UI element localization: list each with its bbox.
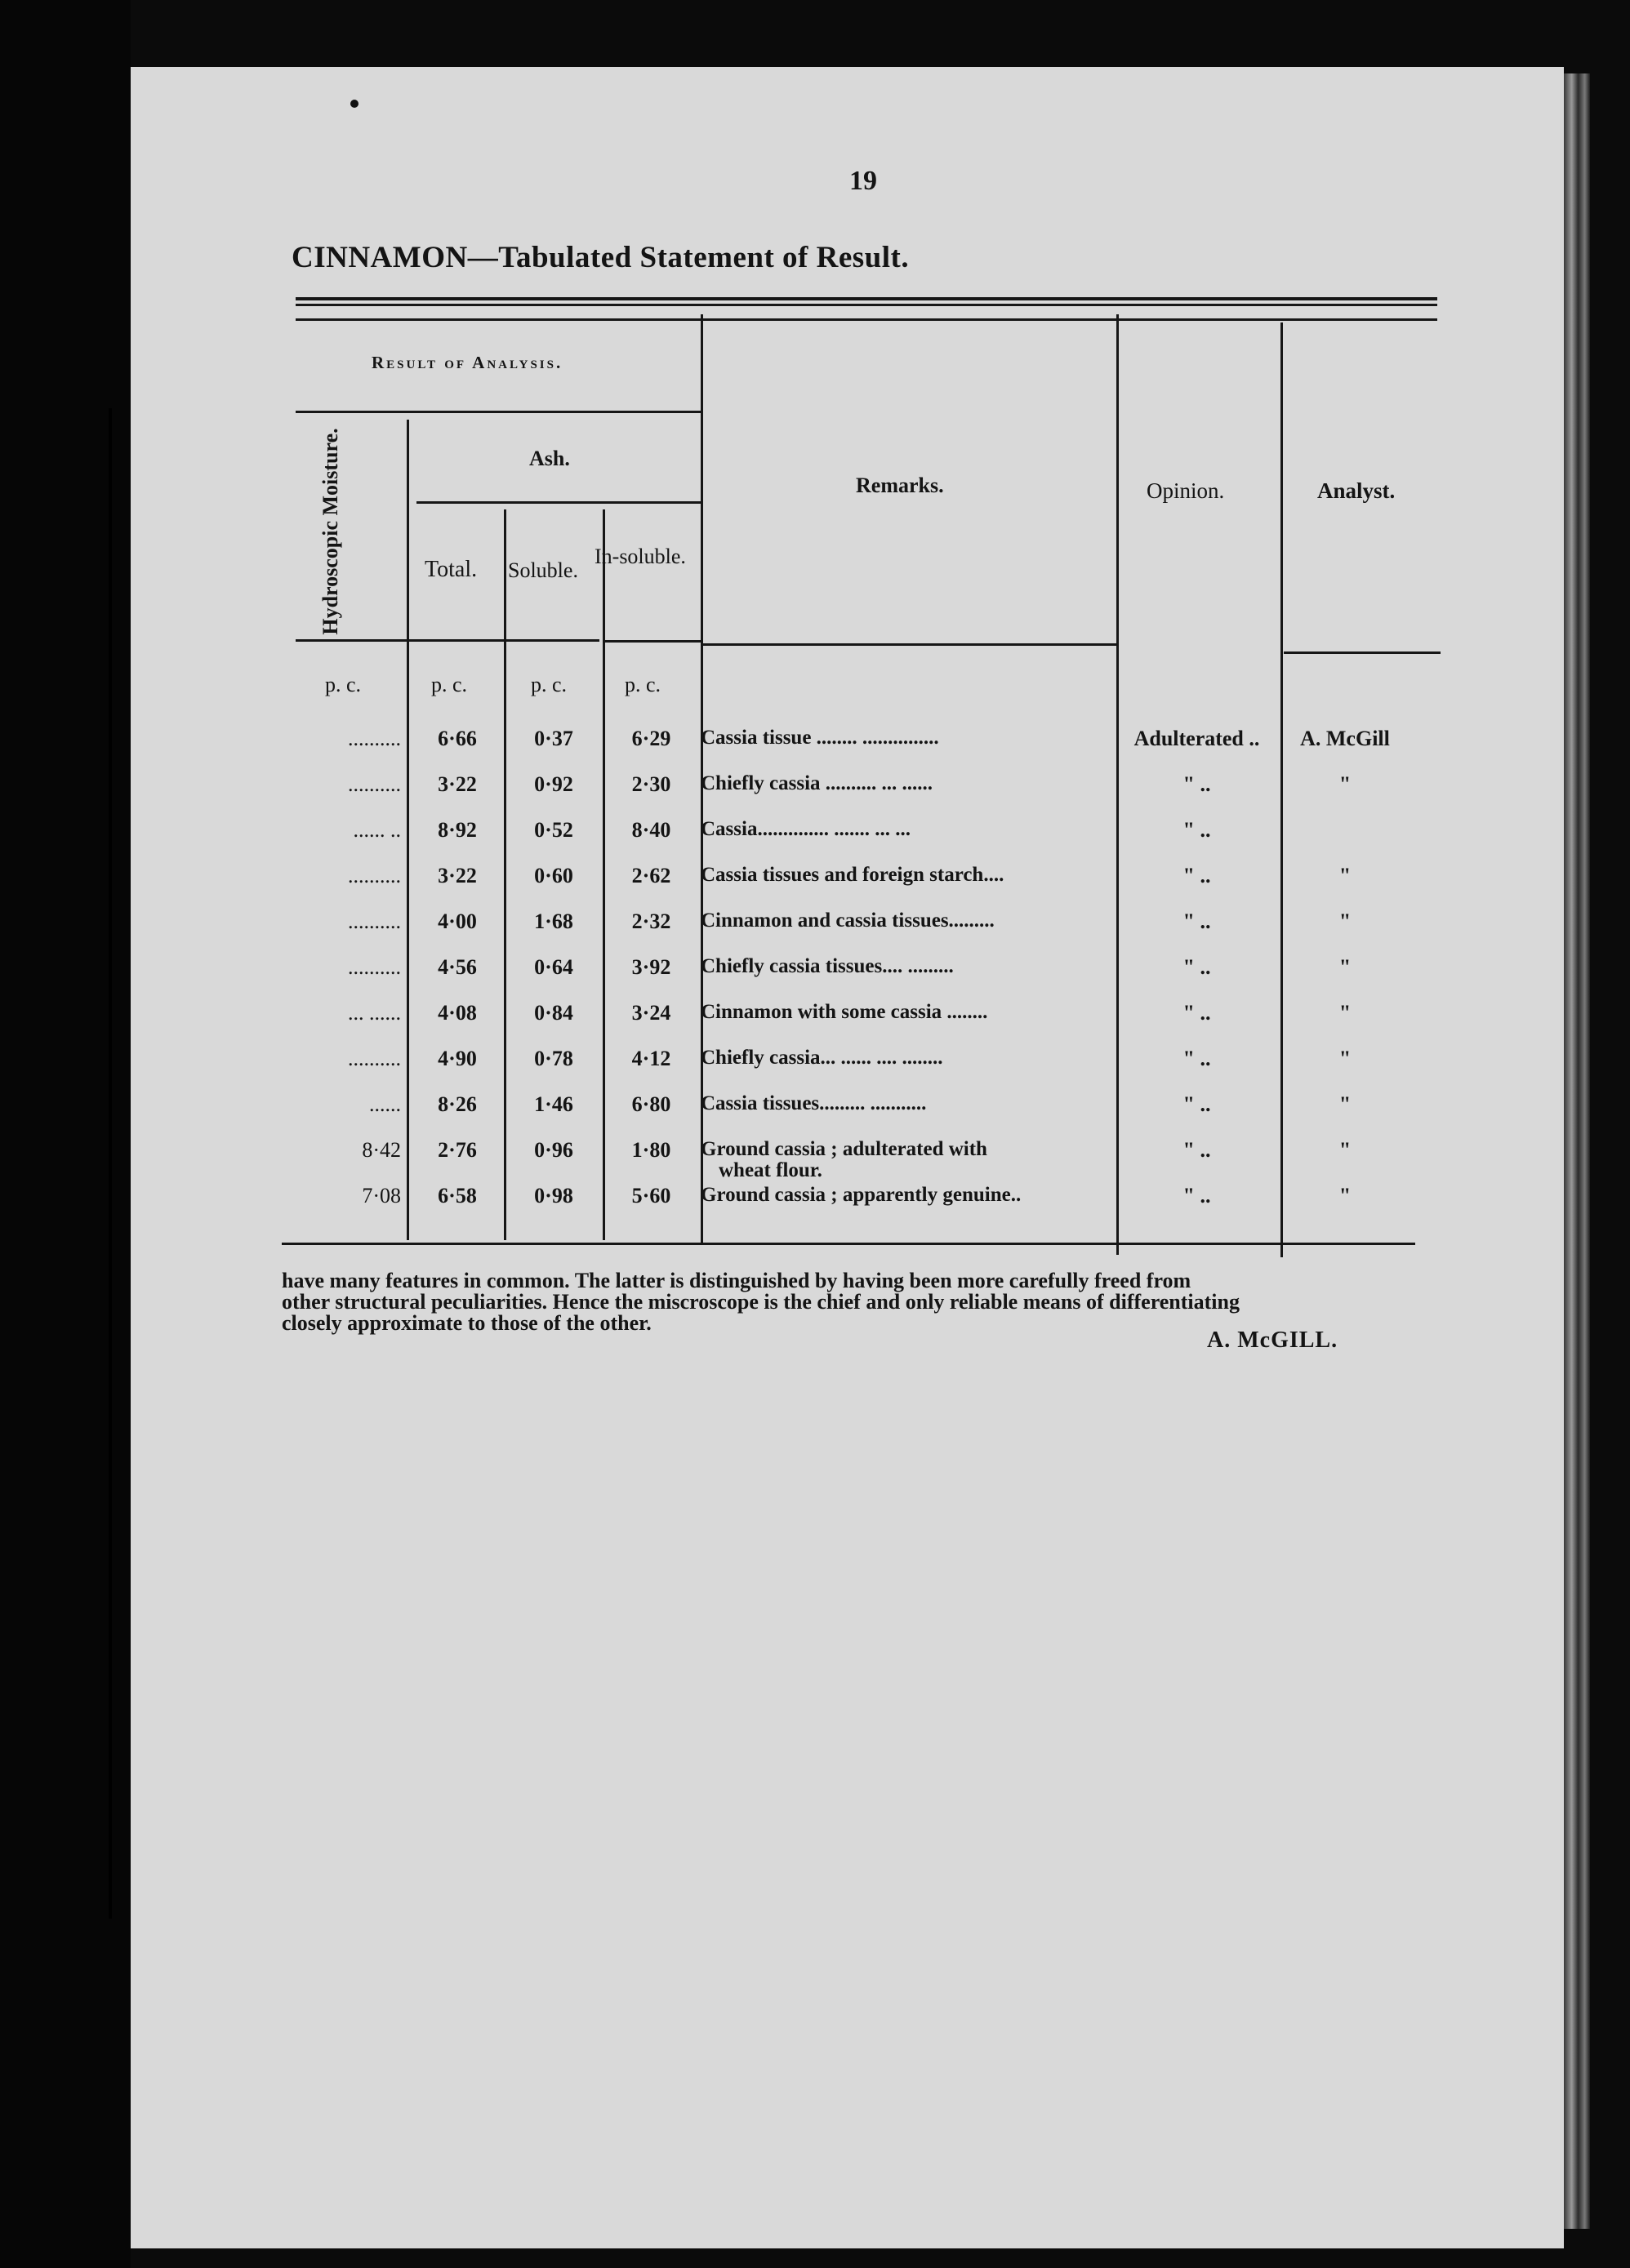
ash-header-rule bbox=[416, 501, 701, 504]
unit-label: p. c. bbox=[531, 673, 568, 696]
row-soluble-cell: 0·96 bbox=[534, 1138, 573, 1162]
row-insoluble-cell: 1·80 bbox=[631, 1138, 671, 1162]
row-total-cell: 4·08 bbox=[438, 1001, 477, 1025]
page-title: CINNAMON—Tabulated Statement of Result. bbox=[292, 241, 910, 274]
header-rule-top bbox=[296, 297, 1437, 300]
row-remarks-cell: Cassia.............. ....... ... ... bbox=[701, 818, 911, 840]
row-remarks-cell: Cinnamon and cassia tissues......... bbox=[701, 909, 995, 932]
analyst-header: Analyst. bbox=[1317, 478, 1396, 503]
footnote-line: closely approximate to those of the other. bbox=[282, 1311, 652, 1335]
row-opinion-cell: " .. bbox=[1182, 1001, 1211, 1025]
row-opinion-cell: " .. bbox=[1182, 864, 1211, 887]
row-analyst-cell: " bbox=[1338, 909, 1352, 933]
row-insoluble-cell: 6·80 bbox=[631, 1092, 671, 1116]
row-remarks-cell: Cassia tissue ........ ............... bbox=[701, 727, 939, 749]
row-remarks-cell: Chiefly cassia... ...... .... ........ bbox=[701, 1047, 943, 1069]
row-remarks-cell: Chiefly cassia tissues.... ......... bbox=[701, 955, 954, 977]
header-rule-top bbox=[296, 304, 1437, 306]
row-total-cell: 4·56 bbox=[438, 955, 477, 979]
row-soluble-cell: 0·84 bbox=[534, 1001, 573, 1025]
unit-label: p. c. bbox=[431, 673, 468, 696]
row-total-cell: 6·66 bbox=[438, 727, 477, 750]
insoluble-header: In-soluble. bbox=[595, 545, 686, 568]
row-total-cell: 3·22 bbox=[438, 864, 477, 887]
footnote-line: have many features in common. The latter is distinguished by having been more carefully freed from bbox=[282, 1269, 1191, 1292]
result-of-analysis-header: Result of Analysis. bbox=[372, 353, 563, 372]
row-total-cell: 4·00 bbox=[438, 909, 477, 933]
row-analyst-cell: " bbox=[1338, 1092, 1352, 1116]
row-opinion-cell: " .. bbox=[1182, 1184, 1211, 1207]
row-remarks-cell: Cassia tissues......... ........... bbox=[701, 1092, 927, 1114]
row-insoluble-cell: 2·30 bbox=[631, 772, 671, 796]
column-divider bbox=[407, 420, 409, 1240]
row-insoluble-cell: 5·60 bbox=[631, 1184, 671, 1207]
row-soluble-cell: 1·46 bbox=[534, 1092, 573, 1116]
column-divider bbox=[504, 509, 506, 1240]
row-moisture-cell: .......... bbox=[348, 909, 401, 933]
row-insoluble-cell: 3·24 bbox=[631, 1001, 671, 1025]
total-header: Total. bbox=[425, 557, 478, 582]
column-divider bbox=[603, 509, 605, 1240]
header-rule-top bbox=[296, 318, 1437, 321]
row-moisture-cell: .......... bbox=[348, 864, 401, 887]
row-analyst-cell: " bbox=[1338, 772, 1352, 796]
header-rule-bottom bbox=[1284, 651, 1441, 654]
page-number: 19 bbox=[849, 166, 877, 196]
row-total-cell: 2·76 bbox=[438, 1138, 477, 1162]
soluble-header: Soluble. bbox=[508, 558, 578, 582]
row-analyst-cell: " bbox=[1338, 864, 1352, 887]
row-opinion-cell: " .. bbox=[1182, 1047, 1211, 1070]
row-analyst-cell: " bbox=[1338, 1047, 1352, 1070]
row-opinion-cell: " .. bbox=[1182, 909, 1211, 933]
row-total-cell: 8·26 bbox=[438, 1092, 477, 1116]
header-rule-bottom bbox=[702, 643, 1116, 646]
row-soluble-cell: 0·64 bbox=[534, 955, 573, 979]
row-soluble-cell: 0·52 bbox=[534, 818, 573, 842]
row-soluble-cell: 0·37 bbox=[534, 727, 573, 750]
row-remarks-cell: Ground cassia ; apparently genuine.. bbox=[701, 1184, 1022, 1206]
row-remarks-cell: Cassia tissues and foreign starch.... bbox=[701, 864, 1004, 886]
page-stack-edge bbox=[1564, 73, 1590, 2229]
row-insoluble-cell: 6·29 bbox=[631, 727, 671, 750]
row-analyst-cell: " bbox=[1338, 1184, 1352, 1207]
unit-label: p. c. bbox=[625, 673, 661, 696]
row-analyst-cell: " bbox=[1338, 1001, 1352, 1025]
unit-label: p. c. bbox=[325, 673, 362, 696]
column-divider bbox=[1280, 322, 1283, 1257]
row-moisture-cell: .......... bbox=[348, 955, 401, 979]
book-spine-line bbox=[109, 408, 112, 1919]
row-moisture-cell: ...... bbox=[369, 1092, 401, 1116]
row-opinion-cell: " .. bbox=[1182, 955, 1211, 979]
row-opinion-cell: " .. bbox=[1182, 818, 1211, 842]
row-remarks-cell: Cinnamon with some cassia ........ bbox=[701, 1001, 988, 1023]
row-opinion-cell: Adulterated .. bbox=[1133, 727, 1260, 750]
row-opinion-cell: " .. bbox=[1182, 1092, 1211, 1116]
row-remarks-continuation: wheat flour. bbox=[719, 1159, 822, 1181]
row-total-cell: 4·90 bbox=[438, 1047, 477, 1070]
row-moisture-cell: ... ...... bbox=[348, 1001, 401, 1025]
row-insoluble-cell: 4·12 bbox=[631, 1047, 671, 1070]
row-soluble-cell: 0·78 bbox=[534, 1047, 573, 1070]
row-insoluble-cell: 3·92 bbox=[631, 955, 671, 979]
row-moisture-cell: .......... bbox=[348, 772, 401, 796]
group-header-rule bbox=[296, 411, 701, 413]
row-remarks-cell: Chiefly cassia .......... ... ...... bbox=[701, 772, 933, 794]
row-soluble-cell: 0·98 bbox=[534, 1184, 573, 1207]
moisture-header: Hydroscopic Moisture. bbox=[318, 428, 342, 635]
row-opinion-cell: " .. bbox=[1182, 1138, 1211, 1162]
table-bottom-rule bbox=[282, 1243, 1415, 1245]
signature: A. McGILL. bbox=[1207, 1327, 1338, 1353]
row-analyst-cell: " bbox=[1338, 955, 1352, 979]
footnote-line: other structural peculiarities. Hence the miscroscope is the chief and only reliable means of differentiating bbox=[282, 1290, 1240, 1314]
header-rule-bottom bbox=[604, 640, 701, 643]
row-analyst-cell: " bbox=[1338, 1138, 1352, 1162]
speck bbox=[350, 100, 359, 108]
row-moisture-cell: .......... bbox=[348, 727, 401, 750]
row-soluble-cell: 0·92 bbox=[534, 772, 573, 796]
row-analyst-cell: A. McGill bbox=[1300, 727, 1390, 750]
row-moisture-cell: .......... bbox=[348, 1047, 401, 1070]
row-moisture-cell: 7·08 bbox=[362, 1184, 401, 1207]
row-total-cell: 3·22 bbox=[438, 772, 477, 796]
row-insoluble-cell: 2·32 bbox=[631, 909, 671, 933]
row-moisture-cell: ...... .. bbox=[353, 818, 401, 842]
row-insoluble-cell: 8·40 bbox=[631, 818, 671, 842]
row-remarks-cell: Ground cassia ; adulterated with bbox=[701, 1138, 987, 1160]
row-opinion-cell: " .. bbox=[1182, 772, 1211, 796]
row-insoluble-cell: 2·62 bbox=[631, 864, 671, 887]
row-soluble-cell: 1·68 bbox=[534, 909, 573, 933]
opinion-header: Opinion. bbox=[1147, 478, 1225, 503]
row-total-cell: 6·58 bbox=[438, 1184, 477, 1207]
ash-header: Ash. bbox=[529, 447, 570, 470]
row-total-cell: 8·92 bbox=[438, 818, 477, 842]
row-soluble-cell: 0·60 bbox=[534, 864, 573, 887]
remarks-header: Remarks. bbox=[856, 474, 944, 497]
row-moisture-cell: 8·42 bbox=[362, 1138, 401, 1162]
